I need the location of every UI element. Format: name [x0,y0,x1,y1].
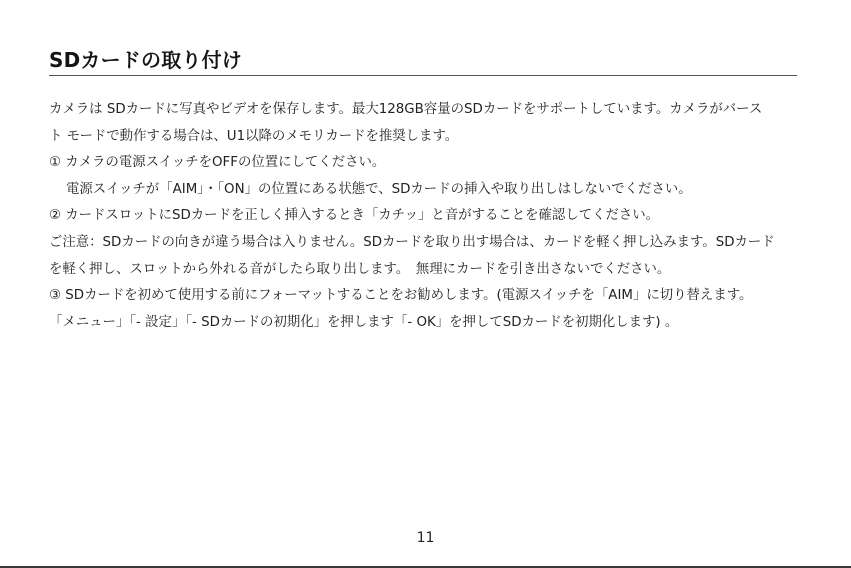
intro-line-2: ト モードで動作する場合は、U1以降のメモリカードを推奨します。 [49,128,459,144]
intro-line-1: カメラは SDカードに写真やビデオを保存します。最大128GB容量のSDカードをサポートしています。カメラがバース [49,102,763,117]
section-heading: SDカードの取り付け [49,48,243,72]
step-1-caution: 電源スイッチが「AIM」・「ON」の位置にある状態で、SDカードの挿入や取り出しはしないでください。 [66,181,692,197]
step-2: ② カードスロットにSDカードを正しく挿入するとき「カチッ」と音がすることを確認してください。 [49,208,660,224]
instructions-body [49,97,809,336]
note-line-1: ご注意：SDカードの向きが違う場合は入りません。SDカードを取り出す場合は、カードを軽く押し込みます。SDカード [49,234,775,250]
step-1: ① カメラの電源スイッチをOFFの位置にしてください。 [49,155,386,171]
step-3-menu-path: 「メニュー」「- 設定」「- SDカードの初期化」を押します「- OK」を押してSDカードを初期化します) 。 [49,314,679,330]
note-line-2: を軽く押し、スロットから外れる音がしたら取り出します。 無理にカードを引き出さないでください。 [49,261,671,277]
step-3: ③ SDカードを初めて使用する前にフォーマットすることをお勧めします。(電源スイッチを「AIM」に切り替えます。 [49,288,753,304]
page-number: 11 [416,530,435,546]
heading-underline [49,75,797,76]
